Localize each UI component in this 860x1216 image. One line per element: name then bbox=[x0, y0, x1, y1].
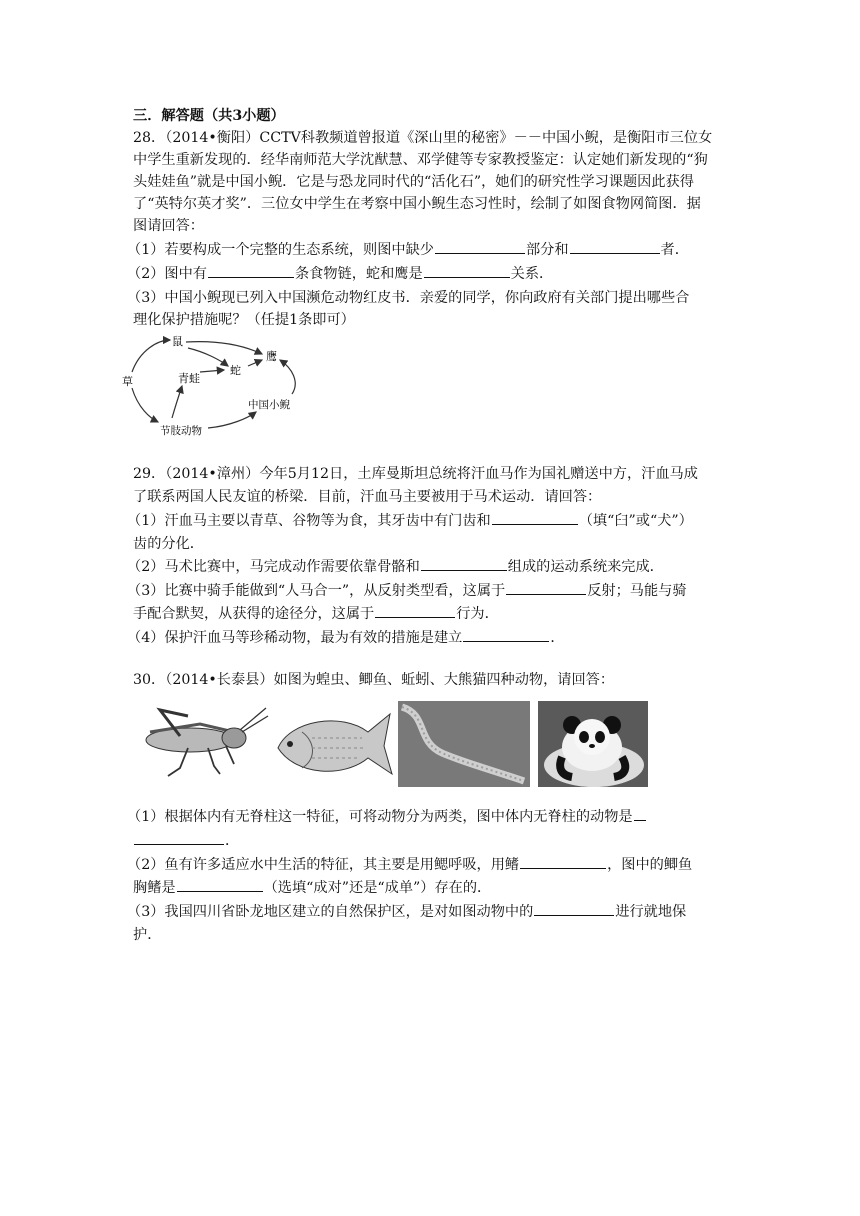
q30-part1: （1）根据体内有无脊柱这一特征，可将动物分为两类，图中体内无脊柱的动物是 bbox=[127, 806, 727, 828]
answer-blank[interactable] bbox=[463, 627, 549, 642]
q30-part1-line2: ． bbox=[133, 830, 733, 852]
arrow-arthropod-salamander bbox=[208, 412, 256, 428]
q29-part1: （1）汗血马主要以青草、谷物等为食，其牙齿中有门齿和 （填“臼”或“犬”） bbox=[127, 510, 727, 532]
answer-blank[interactable] bbox=[435, 239, 525, 254]
arrow-snake-eagle bbox=[248, 360, 262, 366]
q29-part4: （4）保护汗血马等珍稀动物，最为有效的措施是建立 ． bbox=[127, 627, 727, 649]
node-mouse: 鼠 bbox=[172, 335, 183, 348]
answer-blank[interactable] bbox=[177, 877, 263, 892]
arrow-grass-mouse bbox=[132, 340, 170, 372]
arrow-salamander-eagle bbox=[280, 360, 295, 394]
arrow-mouse-snake bbox=[188, 348, 228, 366]
q29-stem-line: 了联系两国人民友谊的桥梁．目前，汗血马主要被用于马术运动．请回答： bbox=[133, 489, 602, 505]
q28-part3-line2: 理化保护措施呢？（任提1条即可） bbox=[133, 312, 355, 328]
q30-part3: （3）我国四川省卧龙地区建立的自然保护区，是对如图动物中的 进行就地保 bbox=[127, 901, 727, 923]
q28-stem-line: 头娃娃鱼”就是中国小鲵．它是与恐龙同时代的“活化石”，她们的研究性学习课题因此获得 bbox=[133, 174, 694, 190]
answer-blank[interactable] bbox=[375, 603, 455, 618]
node-grass: 草 bbox=[122, 375, 133, 388]
q30-stem-line: 30．（2014•长泰县）如图为蝗虫、鲫鱼、蚯蚓、大熊猫四种动物，请回答： bbox=[133, 672, 615, 688]
node-eagle: 鹰 bbox=[266, 350, 277, 363]
food-web-diagram bbox=[120, 330, 310, 440]
node-snake: 蛇 bbox=[230, 364, 241, 377]
q29-stem-line: 29．（2014•漳州）今年5月12日，土库曼斯坦总统将汗血马作为国礼赠送中方，汗血马成 bbox=[133, 466, 698, 482]
answer-blank[interactable] bbox=[506, 580, 586, 595]
grasshopper-image bbox=[130, 702, 270, 784]
q28-part3-line1: （3）中国小鲵现已列入中国濒危动物红皮书．亲爱的同学，你向政府有关部门提出哪些合 bbox=[127, 290, 690, 306]
node-frog: 青蛙 bbox=[178, 372, 200, 385]
arrow-mouse-eagle bbox=[186, 342, 262, 354]
arrow-frog-snake bbox=[200, 370, 224, 372]
q28-stem-line: 了“英特尔英才奖”．三位女中学生在考察中国小鲵生态习性时，绘制了如图食物网简图．据 bbox=[133, 196, 701, 212]
node-salamander: 中国小鲵 bbox=[248, 399, 290, 411]
q28-stem-line: 28．（2014•衡阳）CCTV科教频道曾报道《深山里的秘密》－－中国小鲵，是衡阳市三位女 bbox=[133, 130, 713, 146]
section-title: 三．解答题（共3小题） bbox=[133, 108, 285, 124]
arrow-grass-arthropod bbox=[132, 388, 158, 422]
q28-part2: （2）图中有 条食物链，蛇和鹰是 关系． bbox=[127, 263, 727, 285]
answer-blank[interactable] bbox=[421, 556, 507, 571]
answer-blank[interactable] bbox=[634, 806, 646, 821]
q28-stem-line: 图请回答： bbox=[133, 218, 204, 234]
answer-blank[interactable] bbox=[520, 854, 606, 869]
q30-part2: （2）鱼有许多适应水中生活的特征，其主要是用鳃呼吸，用鳍 ，图中的鲫鱼 bbox=[127, 854, 727, 876]
answer-blank[interactable] bbox=[534, 901, 614, 916]
q28-part1: （1）若要构成一个完整的生态系统，则图中缺少 部分和 者． bbox=[127, 239, 727, 261]
answer-blank[interactable] bbox=[208, 263, 294, 278]
answer-blank[interactable] bbox=[570, 239, 660, 254]
answer-blank[interactable] bbox=[424, 263, 510, 278]
q29-part3: （3）比赛中骑手能做到“人马合一”，从反射类型看，这属于 反射；马能与骑 bbox=[127, 580, 727, 602]
q30-part3-line2: 护． bbox=[133, 927, 162, 943]
crucian-carp-image bbox=[272, 702, 394, 784]
giant-panda-image bbox=[538, 701, 648, 787]
q29-part3-line2: 手配合默契，从获得的途径分，这属于 行为． bbox=[133, 603, 733, 625]
q29-part2: （2）马术比赛中，马完成动作需要依靠骨骼和 组成的运动系统来完成． bbox=[127, 556, 727, 578]
q30-part2-line2: 胸鳍是 （选填“成对”还是“成单”）存在的． bbox=[133, 877, 733, 899]
earthworm-image bbox=[398, 701, 530, 787]
answer-blank[interactable] bbox=[492, 510, 578, 525]
q28-stem-line: 中学生重新发现的．经华南师范大学沈猷慧、邓学健等专家教授鉴定：认定她们新发现的“狗 bbox=[133, 152, 708, 168]
arrow-arthropod-frog bbox=[172, 386, 182, 418]
node-arthropod: 节肢动物 bbox=[160, 425, 202, 437]
q29-part1-line2: 齿的分化． bbox=[133, 536, 204, 552]
answer-blank[interactable] bbox=[134, 830, 224, 845]
